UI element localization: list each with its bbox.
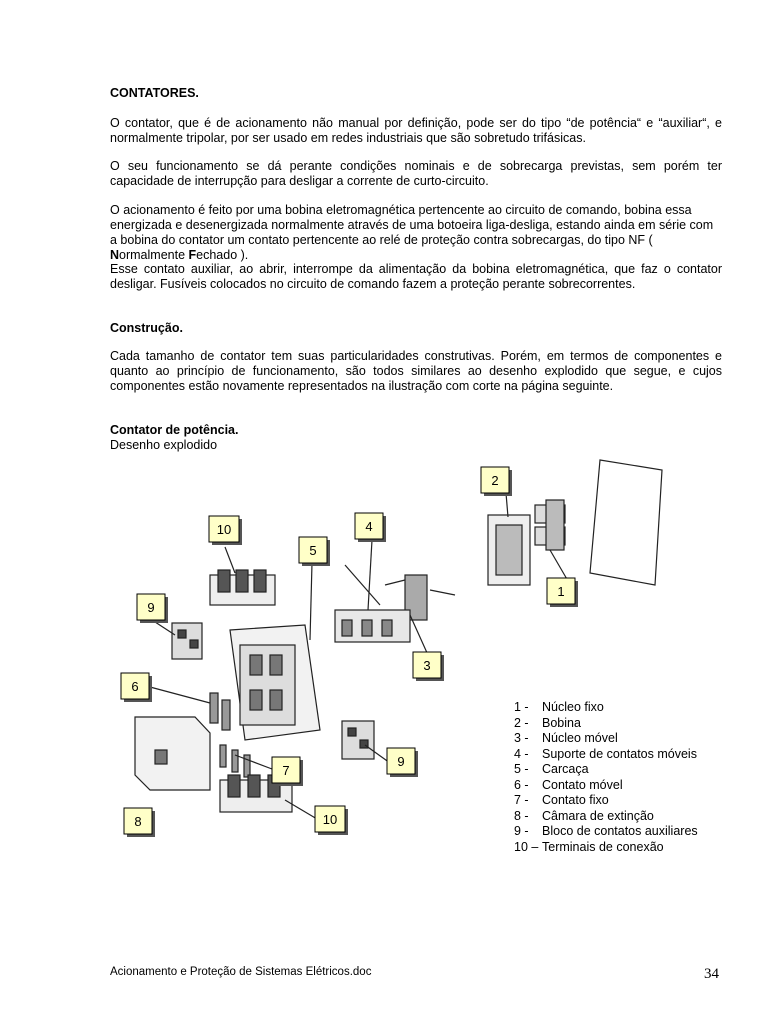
label-box-9-left xyxy=(137,594,168,623)
paragraph-3-text: O acionamento é feito por uma bobina eletromagnética pertencente ao circuito de comando, bobina essa energizada e desenergizada normalmente através de uma botoeira liga-desliga, estando ainda em série com a bobina do contator um contato pertencente ao relé de proteção contra sobrecargas, do tipo NF ( xyxy=(110,203,714,247)
paragraph-4: Esse contato auxiliar, ao abrir, interrompe da alimentação da bobina eletromagnética, que faz o contator desligar. Fusíveis colocados no circuito de comando fazem a proteção perante sobrecorrentes. xyxy=(110,262,722,291)
label-10-bottom: 10 xyxy=(322,812,338,827)
paragraph-5: Cada tamanho de contator tem suas particularidades construtivas. Porém, em termos de componentes e quanto ao princípio de funcionamento, são todos similares ao desenho explodido que segue, e cujos componentes estão novamente representados na ilustração com corte na página seguinte. xyxy=(110,349,722,393)
label-3: 3 xyxy=(423,658,431,673)
label-box-2 xyxy=(481,467,512,496)
legend-item-text: Contato móvel xyxy=(542,777,623,792)
label-box-9-bottom xyxy=(387,748,418,777)
legend-item-text: Núcleo fixo xyxy=(542,700,604,714)
legend-item xyxy=(514,793,698,809)
legend-item xyxy=(514,824,698,840)
label-8: 8 xyxy=(134,814,142,829)
nf-word-2: echado ). xyxy=(196,248,249,262)
legend-item xyxy=(514,778,698,794)
legend-item-number: 6 - xyxy=(514,777,529,792)
legend-item-number: 7 - xyxy=(514,793,529,807)
label-box-4 xyxy=(355,513,386,542)
label-box-7 xyxy=(272,757,303,786)
label-7: 7 xyxy=(282,763,290,778)
nf-letter-f: F xyxy=(188,248,197,262)
label-9-left: 9 xyxy=(147,600,155,615)
paragraph-1: O contator, que é de acionamento não manual por definição, pode ser do tipo “de potência“ e “auxiliar“, e normalmente tripolar, por ser usado em redes industriais que são sobretudo trifásicas. xyxy=(110,116,722,145)
legend-item-text: Carcaça xyxy=(542,762,589,776)
legend-item xyxy=(514,747,698,763)
legend-item-number: 8 - xyxy=(514,808,529,823)
legend-item xyxy=(514,809,698,825)
label-1: 1 xyxy=(557,584,565,599)
legend-item-number: 4 - xyxy=(514,746,529,761)
legend-item-text: Câmara de extinção xyxy=(542,808,654,823)
legend-item xyxy=(514,700,698,716)
nf-word-1: ormalmente xyxy=(119,248,189,262)
label-2: 2 xyxy=(491,473,499,488)
paragraph-3 xyxy=(110,203,722,263)
legend-item-number: 10 – xyxy=(514,839,539,854)
footer-filename: Acionamento e Proteção de Sistemas Elétricos.doc xyxy=(110,966,372,978)
label-box-5 xyxy=(299,537,330,566)
label-6: 6 xyxy=(131,679,139,694)
legend-item-number: 3 - xyxy=(514,731,529,745)
figure-legend xyxy=(514,700,698,855)
figure-subtitle: Desenho explodido xyxy=(110,438,218,452)
legend-item xyxy=(514,762,698,778)
figure-heading: Contator de potência. xyxy=(110,423,239,437)
page-number: 34 xyxy=(704,966,719,982)
construction-heading: Construção. xyxy=(110,321,183,335)
label-box-3 xyxy=(413,652,444,681)
legend-item-number: 1 - xyxy=(514,700,529,714)
label-box-1 xyxy=(547,578,578,607)
paragraph-2: O seu funcionamento se dá perante condições nominais e de sobrecarga previstas, sem porém ter capacidade de interrupção para desligar a corrente de curto-circuito. xyxy=(110,159,722,188)
label-5: 5 xyxy=(309,543,317,558)
legend-item-number: 2 - xyxy=(514,715,529,730)
legend-item-number: 9 - xyxy=(514,824,529,838)
legend-item xyxy=(514,840,698,856)
label-box-10-top xyxy=(209,516,242,545)
legend-item-text: Suporte de contatos móveis xyxy=(542,746,697,761)
label-box-8 xyxy=(124,808,155,837)
label-box-6 xyxy=(121,673,152,702)
nf-letter-n: N xyxy=(110,248,120,262)
section-title: CONTATORES. xyxy=(110,86,199,100)
legend-item-number: 5 - xyxy=(514,762,529,776)
label-10-top: 10 xyxy=(216,522,232,537)
legend-item xyxy=(514,716,698,732)
legend-item-text: Bobina xyxy=(542,715,581,730)
label-4: 4 xyxy=(365,519,373,534)
label-box-10-bottom xyxy=(315,806,348,835)
legend-item xyxy=(514,731,698,747)
legend-item-text: Terminais de conexão xyxy=(542,839,664,854)
legend-item-text: Contato fixo xyxy=(542,793,609,807)
legend-item-text: Núcleo móvel xyxy=(542,731,618,745)
legend-item-text: Bloco de contatos auxiliares xyxy=(542,824,698,838)
label-9-bottom: 9 xyxy=(397,754,405,769)
